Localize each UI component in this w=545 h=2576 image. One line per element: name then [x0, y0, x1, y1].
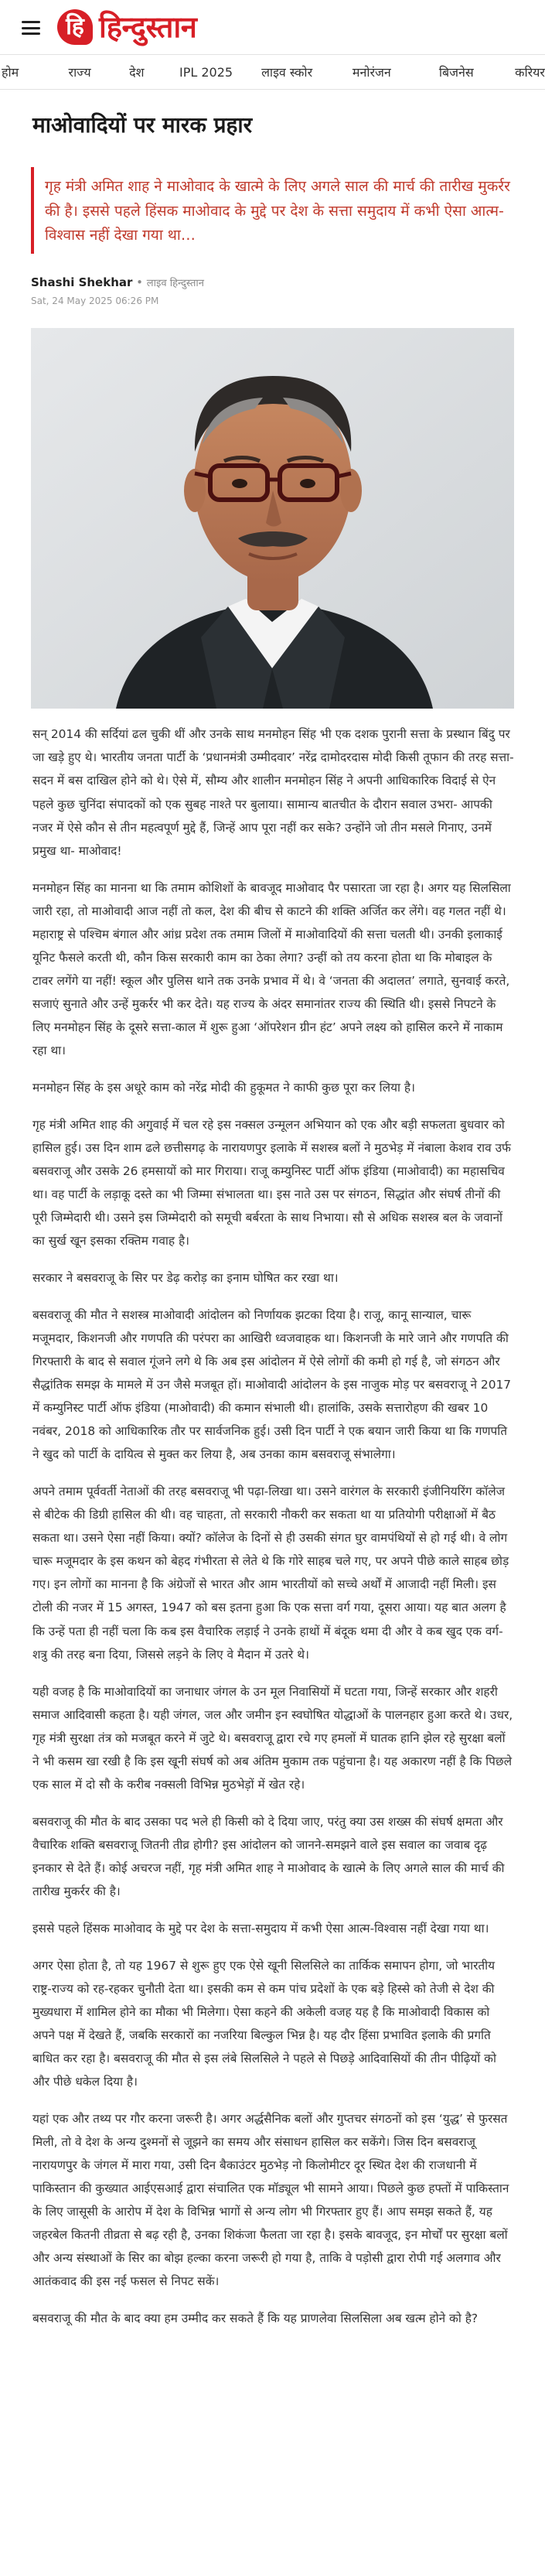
nav-item-career[interactable]: करियर: [515, 65, 545, 80]
logo-mark: [57, 9, 93, 45]
logo-glyph: हि: [66, 13, 84, 40]
byline-separator: •: [132, 275, 147, 290]
nav-item-states[interactable]: राज्य: [68, 65, 91, 80]
nav-item-home[interactable]: होम: [2, 65, 19, 80]
article-paragraph: सरकार ने बसवराजू के सिर पर डेढ़ करोड़ का इनाम घोषित कर रखा था।: [32, 1271, 339, 1286]
article-paragraph: सन् 2014 की सर्दियां ढल चुकी थीं और उनके साथ मनमोहन सिंह भी एक दशक पुरानी सत्ता के प्रस्थान बिंदु पर जा खड़े हुए थे। भारतीय जनता पार्टी के ‘प्रधानमंत्री उम्मीदवार’ नरेंद्र दामोदरदास मोदी किसी तूफान की तरह सत्ता-सदन में बस दाखिल होने को थे। ऐसे में, सौम्य और शालीन मनमोहन सिंह ने अपनी आधिकारिक विदाई से ऐन पहले कुछ चुनिंदा संपादकों को एक सुबह नाश्ते पर बुलाया। सामान्य बातचीत के दौरान सवाल उभरा- आपकी नजर में ऐसे कौन से तीन महत्वपूर्ण मुद्दे हैं, जिन्हें आप पूरा नहीं कर सके? उन्होंने जो तीन मसले गिनाए, उनमें प्रमुख था- माओवाद!: [32, 727, 514, 858]
article-paragraph: गृह मंत्री अमित शाह की अगुवाई में चल रहे इस नक्सल उन्मूलन अभियान को एक और बड़ी सफलता बुधवार को हासिल हुई। उस दिन शाम ढले छत्तीसगढ़ के नारायणपुर इलाके में सशस्त्र बलों ने मुठभेड़ में नंबाला केशव राव उर्फ बसवराजू और उसके 26 हमसायों को मार गिराया। राजू कम्युनिस्ट पार्टी ऑफ इंडिया (माओवादी) का महासचिव था। वह पार्टी के लड़ाकू दस्ते का भी जिम्मा संभालता था। इस नाते उस पर संगठन, सिद्धांत और संघर्ष तीनों की पूरी जिम्मेदारी थी। उसने इस जिम्मेदारी को समूची बर्बरता के साथ निभाया। सौ से अधिक सशस्त्र बल के जवानों का सुर्ख खून इसका रक्तिम गवाह है।: [32, 1117, 511, 1249]
article-paragraph: मनमोहन सिंह के इस अधूरे काम को नरेंद्र मोदी की हुकूमत ने काफी कुछ पूरा कर लिया है।: [32, 1080, 415, 1095]
author-photo: [31, 328, 514, 709]
site-logo[interactable]: [57, 9, 196, 46]
article-paragraph: बसवराजू की मौत के बाद क्या हम उम्मीद कर सकते हैं कि यह प्राणलेवा सिलसिला अब खत्म होने को है?: [32, 2311, 479, 2326]
article-paragraph: अगर ऐसा होता है, तो यह 1967 से शुरू हुए एक ऐसे खूनी सिलसिले का तार्किक समापन होगा, जो भारतीय राष्ट्र-राज्य को रह-रहकर चुनौती देता था। इसकी कम से कम पांच प्रदेशों के एक बड़े हिस्से को तेजी से देश की मुख्यधारा में शामिल होने का मौका भी मिलेगा। ऐसा कहने की अकेली वजह यह है कि माओवादी विकास को अपने पक्ष में देखते हैं, जबकि सरकारों का नजरिया बिल्कुल भिन्न है। यह दौर हिंसा प्रभावित इलाके की प्रगति बाधित कर रहा है। बसवराजू की मौत से इस लंबे सिलसिले ने पहले से पिछड़े आदिवासियों की तीन पीढ़ियों को और पीछे धकेल दिया है।: [32, 1958, 496, 2089]
nav-item-live-score[interactable]: लाइव स्कोर: [261, 65, 313, 80]
article-title: माओवादियों पर मारक प्रहार: [32, 112, 253, 138]
main-nav: [0, 54, 545, 90]
nav-item-entertainment[interactable]: मनोरंजन: [352, 65, 391, 80]
site-header: [0, 0, 545, 54]
article-paragraph: बसवराजू की मौत के बाद उसका पद भले ही किसी को दे दिया जाए, परंतु क्या उस शख्स की संघर्ष क्षमता और वैचारिक शक्ति बसवराजू जितनी तीव्र होगी? इस आंदोलन को जानने-समझने वाले इस सवाल का जवाब दृढ़ इनकार से देते हैं। कोई अचरज नहीं, गृह मंत्री अमित शाह ने माओवाद के खात्मे के लिए अगले साल की मार्च की तारीख मुकर्रर की है।: [32, 1814, 505, 1898]
article-paragraph: बसवराजू की मौत ने सशस्त्र माओवादी आंदोलन को निर्णायक झटका दिया है। राजू, कानू सान्याल, चारू मजूमदार, किशनजी और गणपति की परंपरा का आखिरी ध्वजवाहक था। किशनजी के मारे जाने और गणपति की गिरफ्तारी के बाद से सवाल गूंजने लगे थे कि अब इस आंदोलन में ऐसे लोगों की कमी हो गई है, जो संगठन और सैद्धांतिक समझ के मामले में उन जैसे मजबूत हों। माओवादी आंदोलन के इस नाजुक मोड़ पर बसवराजू ने 2017 में कम्युनिस्ट पार्टी ऑफ इंडिया (माओवादी) की कमान संभाली थी। हालांकि, उसके सत्तारोहण की खबर 10 नवंबर, 2018 को आधिकारिक तौर पर सार्वजनिक हुई। उसी दिन पार्टी ने एक बयान जारी किया था कि गणपति ने खुद को पार्टी के दायित्व से मुक्त कर लिया है, अब उनका काम बसवराजू संभालेगा।: [32, 1308, 512, 1462]
article-paragraph: इससे पहले हिंसक माओवाद के मुद्दे पर देश के सत्ता-समुदाय में कभी ऐसा आत्म-विश्वास नहीं देखा गया था।: [32, 1921, 489, 1935]
article-paragraph: यही वजह है कि माओवादियों का जनाधार जंगल के उन मूल निवासियों में घटता गया, जिन्हें सरकार और शहरी समाज आदिवासी कहता है। यही जंगल, जल और जमीन इन स्वघोषित योद्धाओं के पालनहार हुआ करते थे। उधर, गृह मंत्री सुरक्षा तंत्र को मजबूत करने में जुटे थे। बसवराजू द्वारा रचे गए हमलों में घातक हानि झेल रहे सुरक्षा बलों ने भी कसम खा रखी है कि इस खूनी संघर्ष को अब अंतिम मुकाम तक पहुंचाना है। यह अकारण नहीं है कि पिछले एक साल में दो सौ के करीब नक्सली विभिन्न मुठभेड़ों में खेत रहे।: [32, 1684, 513, 1792]
publish-date: Sat, 24 May 2025 06:26 PM: [31, 296, 159, 307]
nav-item-ipl-2025[interactable]: IPL 2025: [179, 64, 233, 80]
article-summary: गृह मंत्री अमित शाह ने माओवाद के खात्मे के लिए अगले साल की मार्च की तारीख मुकर्रर की है। इससे पहले हिंसक माओवाद के मुद्दे पर देश के सत्ता समुदाय में कभी ऐसा आत्म-विश्वास नहीं देखा गया था…: [31, 167, 514, 254]
author-name[interactable]: Shashi Shekhar: [31, 275, 133, 290]
article-paragraph: मनमोहन सिंह का मानना था कि तमाम कोशिशों के बावजूद माओवाद पैर पसारता जा रहा है। अगर यह सिलसिला जारी रहा, तो माओवादी आज नहीं तो कल, देश की बीच से काटने की शक्ति अर्जित कर लेंगे। वह गलत नहीं थे। महाराष्ट्र से पश्चिम बंगाल और आंध्र प्रदेश तक तमाम जिलों में माओवादियों की सत्ता चलती थी। उनकी इलाकाई यूनिट फैसले करती थी, कौन किस सरकारी काम का ठेका लेगा? उन्हीं को तय करना होता था कि मोबाइल के टावर लगेंगे या नहीं! स्कूल और पुलिस थाने तक उनके प्रभाव में थे। वे ‘जनता की अदालत’ लगाते, सुनवाई करते, सजाएं सुनाते और उन्हें मुकर्रर भी कर देते। यह राज्य के अंदर समानांतर राज्य की स्थिति थी। इससे निपटने के लिए मनमोहन सिंह के दूसरे सत्ता-काल में शुरू हुआ ‘ऑपरेशन ग्रीन हंट’ अपने लक्ष्य को हासिल करने में नाकाम रहा था।: [32, 880, 511, 1057]
article-main: [0, 111, 545, 2330]
article-paragraph: अपने तमाम पूर्ववर्ती नेताओं की तरह बसवराजू भी पढ़ा-लिखा था। उसने वारंगल के सरकारी इंजीनियरिंग कॉलेज से बीटेक की डिग्री हासिल की थी। वह चाहता, तो सरकारी नौकरी कर सकता था या प्रतियोगी परीक्षाओं में बैठ सकता था। उसने ऐसा नहीं किया। क्यों? कॉलेज के दिनों से ही उसकी संगत घुर वामपंथियों से हो गई थी। वे लोग चारू मजूमदार के इस कथन को बेहद गंभीरता से लेते थे कि गोरे साहब चले गए, पर अपने पीछे काले साहब छोड़ गए। इन लोगों का मानना है कि अंग्रेजों से भारत और आम भारतीयों को सच्चे अर्थों में आजादी नहीं मिली। इस टोली की नजर में 15 अगस्त, 1947 को बस इतना हुआ कि एक सत्ता वर्ग गया, दूसरा आया। यह बात अलग है कि उन्हें पता ही नहीं चला कि कब इस वैचारिक लड़ाई ने उनके हाथों में बंदूक थमा दी और वे कब खुद एक वर्ग-शत्रु की तरह बना दिया, जिससे लड़ने के लिए वे मैदान में उतरे थे।: [32, 1484, 509, 1662]
hamburger-menu-icon[interactable]: [22, 21, 40, 35]
article-body: [32, 723, 516, 2330]
article-paragraph: यहां एक और तथ्य पर गौर करना जरूरी है। अगर अर्द्धसैनिक बलों और गुप्तचर संगठनों को इस ‘युद्ध’ से फुरसत मिली, तो वे देश के अन्य दुश्मनों से जूझने का समय और संसाधन हासिल कर सकेंगे। जिस दिन बसवराजू नारायणपुर के जंगल में मारा गया, उसी दिन बैकाउंटर मुठभेड़ नो किलोमीटर दूर स्थित देश की राजधानी में पाकिस्तान की कुख्यात आईएसआई द्वारा संचालित एक मॉड्यूल भी सामने आया। पिछले कुछ हफ्तों में पाकिस्तान के लिए जासूसी के आरोप में देश के विभिन्न भागों से अन्य लोग भी गिरफ्तार हुए हैं। आप समझ सकते हैं, यह जहरबेल कितनी तीव्रता से बढ़ रही है, उनका शिकंजा फैलता जा रहा है। इसके बावजूद, इन मोर्चों पर सुरक्षा बलों और अन्य संस्थाओं के सिर का बोझ हल्का करना जरूरी हो गया है, ताकि वे पड़ोसी द्वारा रोपी गई अलगाव और आतंकवाद की इस नई फसल से निपट सकें।: [32, 2112, 509, 2289]
nav-item-business[interactable]: बिजनेस: [438, 65, 474, 80]
byline: [31, 275, 514, 289]
author-portrait-image: [31, 328, 514, 709]
logo-text: हिन्दुस्तान: [99, 10, 197, 44]
nav-item-country[interactable]: देश: [129, 65, 145, 80]
source-name: लाइव हिन्दुस्तान: [146, 278, 204, 290]
